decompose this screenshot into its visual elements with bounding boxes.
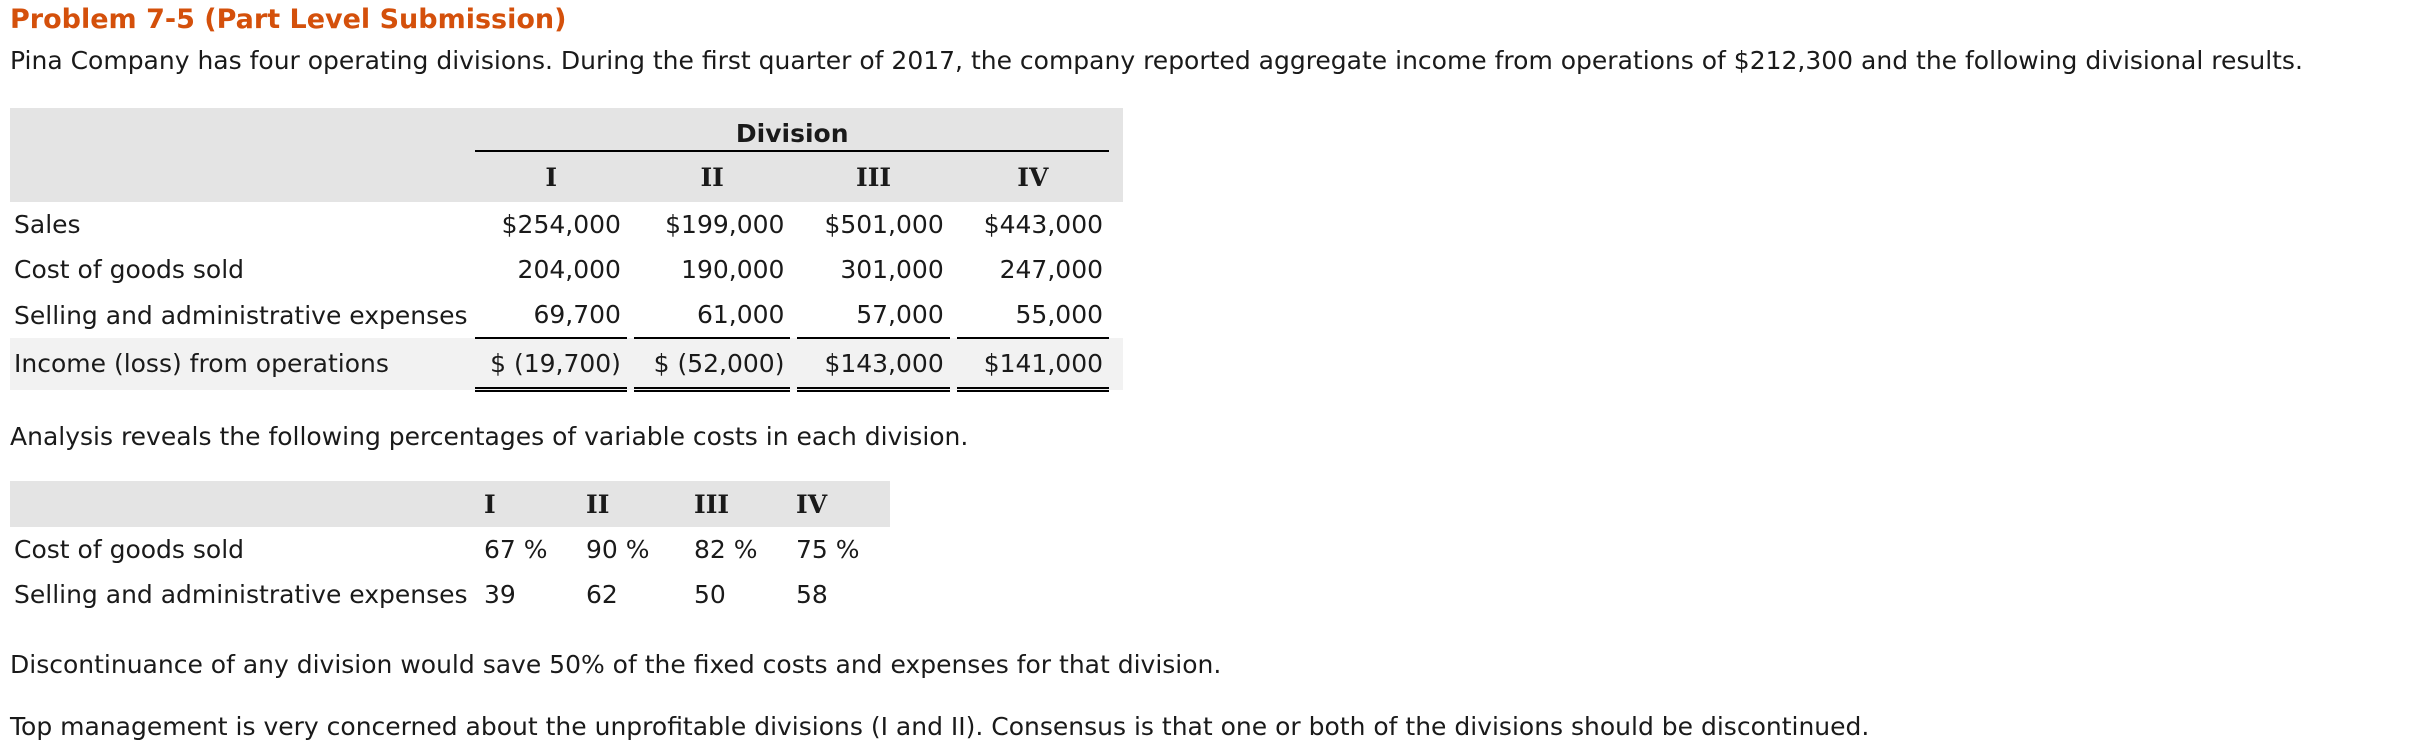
analysis-paragraph: Analysis reveals the following percentages of variable costs in each division. xyxy=(10,422,969,451)
table-row xyxy=(10,338,1123,390)
problem-title: Problem 7-5 (Part Level Submission) xyxy=(10,4,567,35)
row-label-cogs: Cost of goods sold xyxy=(14,255,245,284)
cell-value: 61,000 xyxy=(634,292,791,338)
cell-value: $141,000 xyxy=(957,338,1109,390)
row-label-income: Income (loss) from operations xyxy=(10,338,475,390)
table-row xyxy=(10,247,1123,292)
cell-value: $143,000 xyxy=(797,338,949,390)
cell-value: 57,000 xyxy=(797,292,949,338)
management-paragraph: Top management is very concerned about the unprofitable divisions (I and II). Consensus is that one or both of the divisions should be discontinued. xyxy=(10,712,1870,741)
cell-value: $ (19,700) xyxy=(475,338,627,390)
table-row xyxy=(10,572,890,617)
cell-value: 247,000 xyxy=(999,255,1104,284)
cell-value: 39 xyxy=(484,580,516,609)
row-label-sales: Sales xyxy=(14,210,81,239)
divisional-results-table xyxy=(10,108,1123,392)
division-group-header: Division xyxy=(475,108,1109,151)
column-header-ii: II xyxy=(586,481,694,527)
cell-value: $ (52,000) xyxy=(634,338,791,390)
cell-value: 67 % xyxy=(484,535,548,564)
column-header-iii: III xyxy=(797,151,949,202)
column-header-i: I xyxy=(484,481,586,527)
cell-value: 82 % xyxy=(694,535,758,564)
cell-value: 55,000 xyxy=(957,292,1109,338)
cell-value: 69,700 xyxy=(475,292,627,338)
cell-value: $443,000 xyxy=(983,210,1104,239)
division-header-row xyxy=(10,108,1123,151)
column-header-ii: II xyxy=(634,151,791,202)
cell-value: $501,000 xyxy=(824,210,944,239)
row-label-selling-admin: Selling and administrative expenses xyxy=(14,300,468,330)
column-header-iv: IV xyxy=(796,481,890,527)
intro-paragraph: Pina Company has four operating divisions. During the first quarter of 2017, the company reported aggregate income from operations of $212,300 and the following divisional results. xyxy=(10,46,2303,75)
row-label-cogs: Cost of goods sold xyxy=(14,535,245,564)
cell-value: 75 % xyxy=(796,535,860,564)
cell-value: 204,000 xyxy=(517,255,621,284)
column-header-i: I xyxy=(475,151,627,202)
table-row xyxy=(10,527,890,572)
discontinuance-paragraph: Discontinuance of any division would save 50% of the fixed costs and expenses for that division. xyxy=(10,650,1222,679)
cell-value: 58 xyxy=(796,580,828,609)
cell-value: 90 % xyxy=(586,535,650,564)
table-row xyxy=(10,292,1123,338)
column-header-iv: IV xyxy=(957,151,1109,202)
cell-value: 50 xyxy=(694,580,726,609)
cell-value: $254,000 xyxy=(501,210,621,239)
cell-value: 62 xyxy=(586,580,618,609)
table-row xyxy=(10,202,1123,247)
variable-costs-table xyxy=(10,481,890,617)
row-label-selling-admin: Selling and administrative expenses xyxy=(14,580,468,609)
column-header-iii: III xyxy=(694,481,796,527)
variable-header-row xyxy=(10,481,890,527)
cell-value: $199,000 xyxy=(665,210,785,239)
division-columns-row xyxy=(10,151,1123,202)
cell-value: 301,000 xyxy=(840,255,944,284)
cell-value: 190,000 xyxy=(681,255,785,284)
